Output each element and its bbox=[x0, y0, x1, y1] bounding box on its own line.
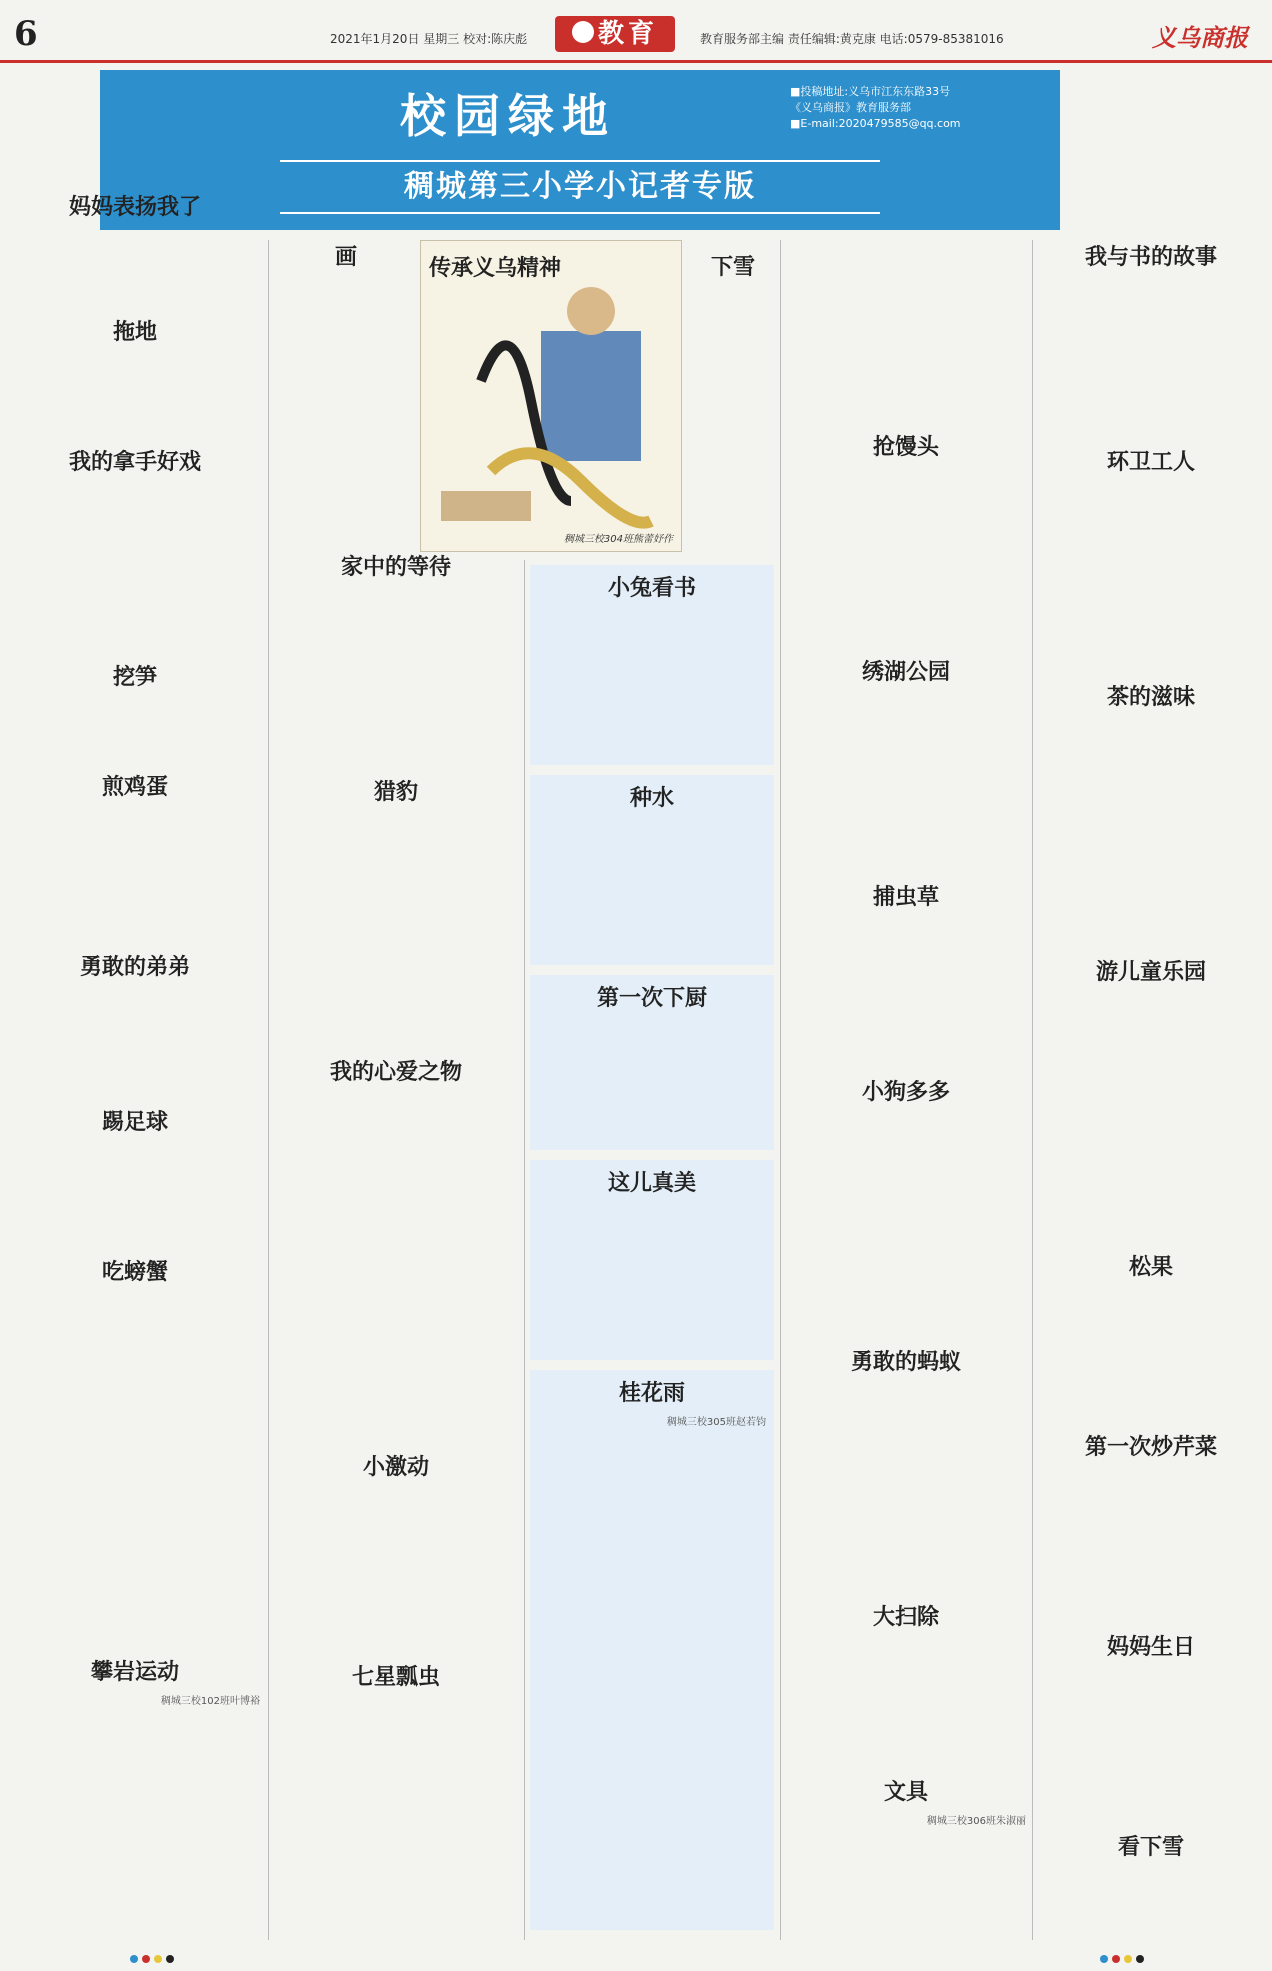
illustration bbox=[420, 240, 682, 552]
article-title: 攀岩运动 bbox=[90, 1659, 179, 1685]
article bbox=[530, 975, 774, 1150]
article bbox=[10, 1655, 260, 1707]
article bbox=[276, 240, 416, 277]
article bbox=[1040, 1430, 1262, 1467]
article bbox=[1040, 240, 1262, 277]
article-title: 看下雪 bbox=[1117, 1834, 1184, 1860]
masthead: 义乌商报 bbox=[1152, 23, 1248, 52]
column-rule bbox=[268, 240, 269, 1940]
article bbox=[786, 1075, 1026, 1112]
article-title: 煎鸡蛋 bbox=[101, 774, 168, 800]
registration-dot bbox=[142, 1955, 150, 1963]
article bbox=[786, 880, 1026, 917]
article-title: 茶的滋味 bbox=[1106, 684, 1195, 710]
article-title: 吃螃蟹 bbox=[101, 1259, 168, 1285]
registration-dot bbox=[1136, 1955, 1144, 1963]
article-title: 小兔看书 bbox=[607, 575, 696, 601]
article-title: 种水 bbox=[629, 785, 674, 811]
article bbox=[10, 660, 260, 697]
illustration-drawing bbox=[421, 241, 681, 551]
article-title: 妈妈生日 bbox=[1106, 1634, 1195, 1660]
article-title: 踢足球 bbox=[101, 1109, 168, 1135]
article bbox=[276, 1450, 516, 1487]
registration-dot bbox=[166, 1955, 174, 1963]
article-title: 第一次下厨 bbox=[596, 985, 707, 1011]
article-title: 七星瓢虫 bbox=[351, 1664, 440, 1690]
article-title: 环卫工人 bbox=[1106, 449, 1195, 475]
article-title: 妈妈表扬我了 bbox=[68, 194, 201, 220]
article bbox=[1040, 1250, 1262, 1287]
banner-title: 校园绿地 bbox=[400, 89, 616, 143]
illustration-caption: 稠城三校304班熊蕾妤作 bbox=[563, 534, 673, 545]
article-title: 挖笋 bbox=[112, 664, 157, 690]
registration-dot bbox=[1112, 1955, 1120, 1963]
banner-subtitle: 稠城第三小学小记者专版 bbox=[280, 160, 880, 214]
article-title: 游儿童乐园 bbox=[1095, 959, 1206, 985]
column-rule bbox=[1032, 240, 1033, 1940]
article-title: 小狗多多 bbox=[861, 1079, 950, 1105]
illustration-title: 传承义乌精神 bbox=[429, 255, 562, 281]
article-title: 猎豹 bbox=[373, 779, 418, 805]
article bbox=[530, 775, 774, 965]
article-title: 第一次炒芹菜 bbox=[1084, 1434, 1217, 1460]
page-number: 6 bbox=[14, 14, 38, 54]
article-title: 松果 bbox=[1128, 1254, 1173, 1280]
section-badge bbox=[555, 16, 675, 52]
article bbox=[1040, 1830, 1262, 1867]
article bbox=[690, 250, 776, 287]
article-title: 勇敢的蚂蚁 bbox=[850, 1349, 961, 1375]
article-byline: 稠城三校305班赵若钧 bbox=[666, 1417, 766, 1428]
page-header bbox=[0, 0, 1272, 63]
article bbox=[10, 950, 260, 987]
article bbox=[10, 445, 260, 482]
article bbox=[786, 1600, 1026, 1637]
article-title: 拖地 bbox=[112, 319, 157, 345]
article-title: 桂花雨 bbox=[618, 1380, 685, 1406]
banner-contact bbox=[790, 84, 1050, 132]
contact-dept: 《义乌商报》教育服务部 bbox=[790, 101, 911, 114]
article bbox=[530, 565, 774, 765]
registration-dot bbox=[1100, 1955, 1108, 1963]
article-byline: 稠城三校102班叶博裕 bbox=[160, 1696, 260, 1707]
article bbox=[10, 770, 260, 807]
article-title: 画 bbox=[334, 244, 357, 270]
article bbox=[10, 190, 260, 227]
article-byline: 稠城三校306班朱淑丽 bbox=[926, 1816, 1026, 1827]
article-title: 文具 bbox=[883, 1779, 928, 1805]
article-title: 这儿真美 bbox=[607, 1170, 696, 1196]
article-title: 下雪 bbox=[710, 254, 755, 280]
article bbox=[276, 1055, 516, 1092]
article-title: 绣湖公园 bbox=[861, 659, 950, 685]
article bbox=[276, 550, 516, 587]
article bbox=[1040, 1630, 1262, 1667]
article bbox=[276, 1660, 516, 1697]
article bbox=[10, 315, 260, 352]
article-title: 我与书的故事 bbox=[1084, 244, 1217, 270]
article bbox=[786, 1345, 1026, 1382]
date-line: 2021年1月20日 星期三 校对:陈庆彪 bbox=[330, 32, 528, 46]
article-title: 抢馒头 bbox=[872, 434, 939, 460]
article-title: 家中的等待 bbox=[340, 554, 451, 580]
column-rule bbox=[780, 240, 781, 1940]
article bbox=[786, 1775, 1026, 1827]
registration-dot bbox=[130, 1955, 138, 1963]
registration-marks bbox=[0, 1951, 1272, 1965]
article bbox=[786, 655, 1026, 692]
column-rule bbox=[524, 560, 525, 1940]
article-title: 大扫除 bbox=[872, 1604, 939, 1630]
article bbox=[786, 430, 1026, 467]
article-title: 我的心爱之物 bbox=[329, 1059, 462, 1085]
article bbox=[1040, 955, 1262, 992]
article-title: 小激动 bbox=[362, 1454, 429, 1480]
contact-address: ■投稿地址:义乌市江东东路33号 bbox=[790, 85, 951, 98]
article bbox=[10, 1105, 260, 1142]
editor-line: 教育服务部主编 责任编辑:黄克康 电话:0579-85381016 bbox=[700, 32, 1004, 46]
article bbox=[1040, 680, 1262, 717]
contact-email: ■E-mail:2020479585@qq.com bbox=[790, 117, 961, 130]
article bbox=[1040, 445, 1262, 482]
article bbox=[10, 1255, 260, 1292]
registration-dot bbox=[154, 1955, 162, 1963]
article-title: 捕虫草 bbox=[872, 884, 939, 910]
article-title: 我的拿手好戏 bbox=[68, 449, 201, 475]
article bbox=[530, 1370, 774, 1930]
section-label: 教育 bbox=[597, 19, 658, 49]
article bbox=[530, 1160, 774, 1360]
article bbox=[276, 775, 516, 812]
article-title: 勇敢的弟弟 bbox=[79, 954, 190, 980]
registration-dot bbox=[1124, 1955, 1132, 1963]
section-logo-icon bbox=[572, 21, 594, 43]
